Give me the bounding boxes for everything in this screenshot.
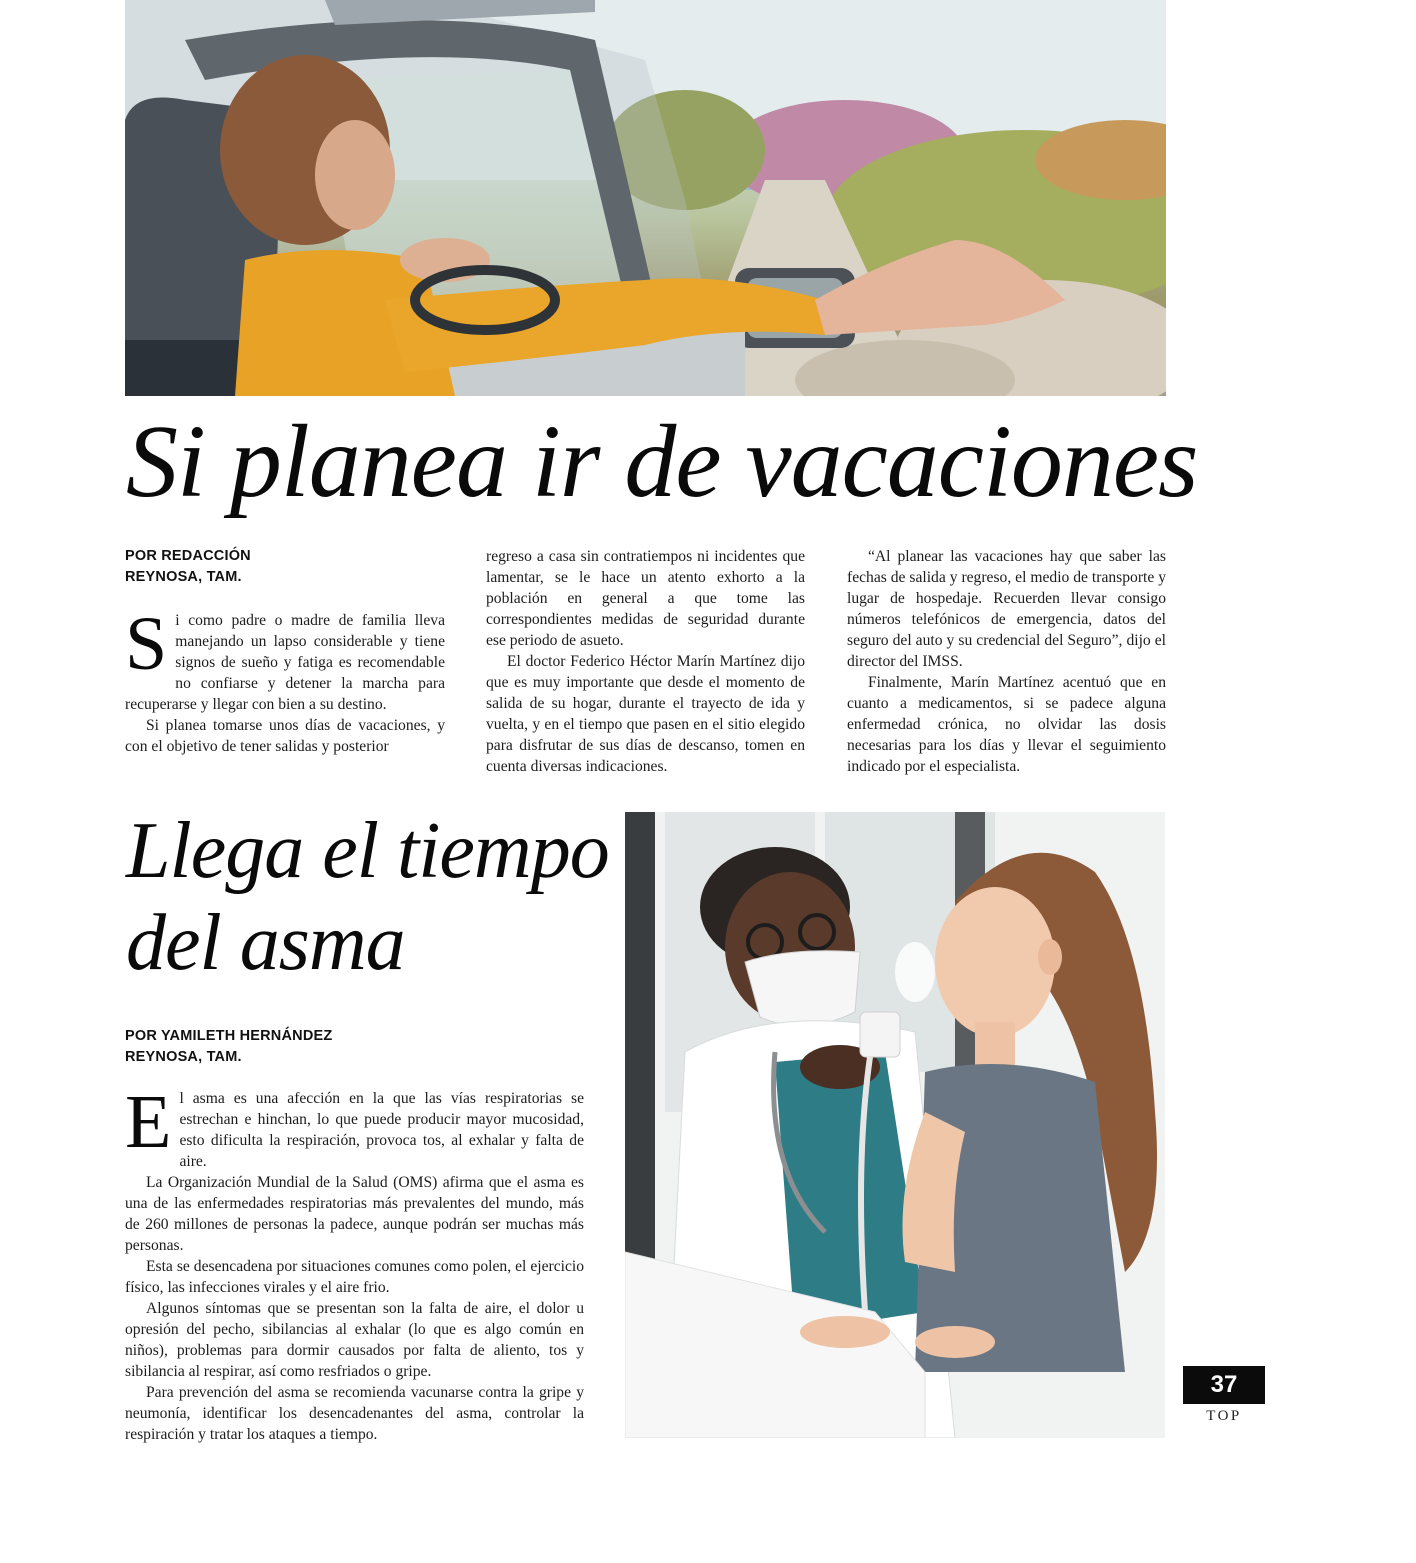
dropcap: S — [125, 602, 168, 686]
article2-paragraph-5: Para prevención del asma se recomienda vacunarse contra la gripe y neumonía, identificar los desencadenantes del asma, controlar la respiración y tratar los ataques a tiempo. — [125, 1384, 584, 1443]
article2-paragraph-3: Esta se desencadena por situaciones comunes como polen, el ejercicio físico, las infecciones virales y el aire frio. — [125, 1258, 584, 1296]
paragraph-text: i como padre o madre de familia lleva manejando un lapso considerable y tiene signos de sueño y fatiga es recomendable no confiarse y detener la marcha para recuperarse y llegar con bien a su destino. — [125, 612, 445, 713]
magazine-name: TOP — [1206, 1408, 1242, 1424]
title-line-2: del asma — [126, 899, 405, 987]
article2-byline — [125, 1026, 332, 1068]
asthma-photo — [625, 812, 1165, 1438]
article1-column-2 — [486, 546, 805, 777]
byline-location: REYNOSA, TAM. — [125, 569, 242, 585]
article1-paragraph-4: “Al planear las vacaciones hay que saber las fechas de salida y regreso, el medio de transporte y lugar de hospedaje. Recuerden llevar consigo números telefónicos de emergencia, datos del seguro del auto y su credencial del Seguro”, dijo el director del IMSS. — [847, 548, 1166, 670]
article2-paragraph-1 — [125, 1080, 584, 1172]
article2-paragraph-4: Algunos síntomas que se presentan son la falta de aire, el dolor u opresión del pecho, sibilancias al exhalar (lo que es algo común en niños), problemas para dormir causados por falta de aliento, tos y sibilancia al respirar, así como resfriados o gripe. — [125, 1300, 584, 1380]
byline-author: POR REDACCIÓN — [125, 548, 251, 564]
dropcap: E — [125, 1080, 172, 1164]
article2-column — [125, 1080, 584, 1445]
article1-paragraph-2: Si planea tomarse unos días de vacaciones, y con el objetivo de tener salidas y posterior — [125, 717, 445, 755]
article1-paragraph-2-continued: regreso a casa sin contratiempos ni incidentes que lamentar, se le hace un atento exhorto a la población en general a que tome las correspondientes medidas de seguridad durante ese periodo de asueto. — [486, 548, 805, 649]
article1-paragraph-5: Finalmente, Marín Martínez acentuó que en cuanto a medicamentos, si se padece alguna enfermedad crónica, no olvidar las dosis necesarias para los días y llevar el seguimiento indicado por el especialista. — [847, 674, 1166, 775]
title-line-1: Llega el tiempo — [126, 807, 609, 895]
article1-column-1 — [125, 602, 445, 757]
byline-location: REYNOSA, TAM. — [125, 1049, 242, 1065]
byline-author: POR YAMILETH HERNÁNDEZ — [125, 1028, 333, 1044]
paragraph-text: l asma es una afección en la que las vías respiratorias se estrechan e hinchan, lo que puede producir mayor mucosidad, esto dificulta la respiración, provoca tos, al exhalar y falta de aire. — [179, 1090, 584, 1170]
convertible-photo — [125, 0, 1166, 396]
article1-byline — [125, 546, 251, 588]
article1-paragraph-1 — [125, 602, 445, 715]
page-number: 37 — [1183, 1366, 1265, 1404]
article1-title: Si planea ir de vacaciones — [126, 404, 1198, 519]
article1-column-3 — [847, 546, 1166, 777]
article1-paragraph-3: El doctor Federico Héctor Marín Martínez dijo que es muy importante que desde el momento de salida de su hogar, durante el trayecto de ida y vuelta, y en el tiempo que pasen en el sitio elegido para disfrutar de sus días de descanso, tomen en cuenta diversas indicaciones. — [486, 653, 805, 775]
article2-paragraph-2: La Organización Mundial de la Salud (OMS) afirma que el asma es una de las enfermedades respiratorias más prevalentes del mundo, más de 260 millones de personas la padece, aunque podrán ser muchas más personas. — [125, 1174, 584, 1254]
article2-title — [126, 805, 626, 989]
